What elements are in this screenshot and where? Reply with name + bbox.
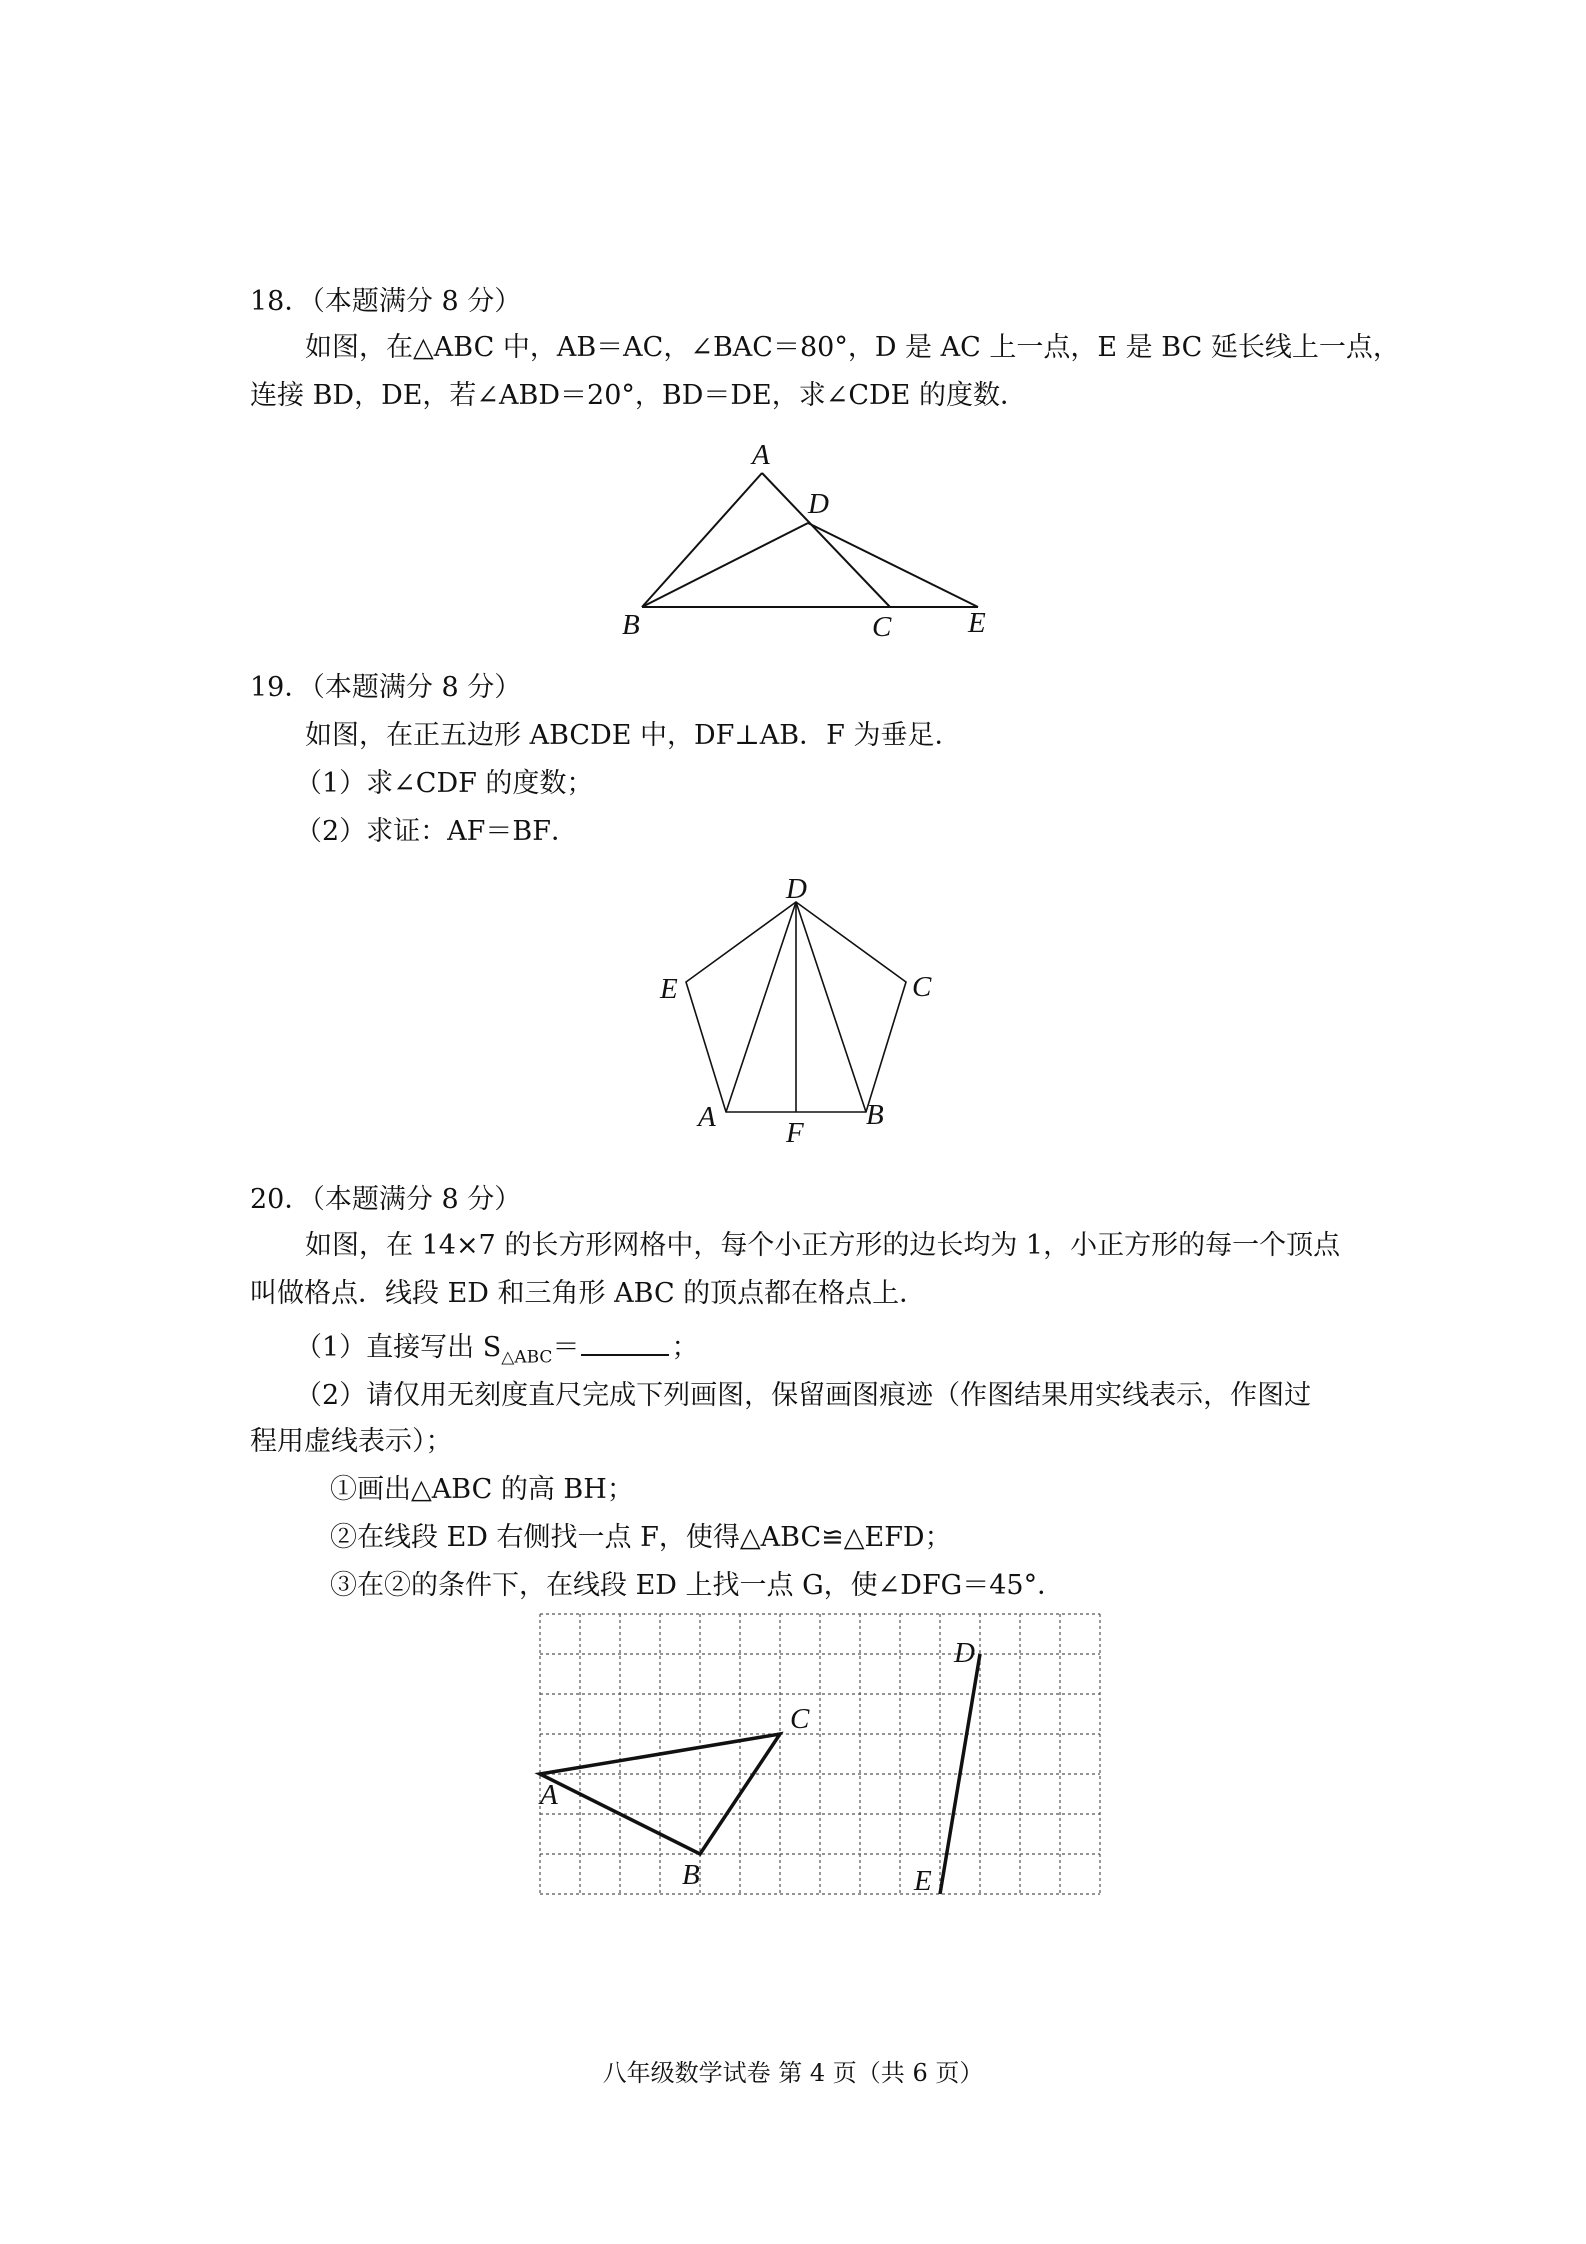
- q19-label-c: C: [912, 971, 932, 1003]
- q18-label-c: C: [872, 611, 892, 643]
- q19-label-b: B: [866, 1099, 884, 1131]
- q19-label-d: D: [786, 873, 807, 905]
- q19-label-e: E: [660, 973, 678, 1005]
- q20-part1-prefix: （1）直接写出 S: [295, 1332, 502, 1363]
- q20-subtask2: ②在线段 ED 右侧找一点 F，使得△ABC≌△EFD；: [330, 1522, 952, 1553]
- q20-text-line1: 如图，在 14×7 的长方形网格中，每个小正方形的边长均为 1，小正方形的每一个顶点: [305, 1230, 1341, 1261]
- q20-heading: 20．（本题满分 8 分）: [250, 1184, 522, 1215]
- q19-text-line1: 如图，在正五边形 ABCDE 中，DF⊥AB．F 为垂足．: [305, 720, 962, 751]
- q20-part2-line1: （2）请仅用无刻度直尺完成下列画图，保留画图痕迹（作图结果用实线表示，作图过: [295, 1380, 1312, 1411]
- q20-part1-suffix: ；: [671, 1332, 699, 1363]
- page-footer: 八年级数学试卷 第 4 页（共 6 页）: [602, 2059, 984, 2087]
- q19-part1: （1）求∠CDF 的度数；: [295, 768, 594, 799]
- q20-label-d: D: [954, 1637, 975, 1669]
- q19-label-f: F: [786, 1117, 804, 1149]
- q20-grid-lines: [540, 1614, 1100, 1894]
- q20-subtask1: ①画出△ABC 的高 BH；: [330, 1474, 634, 1505]
- q19-part2: （2）求证：AF＝BF．: [295, 816, 578, 847]
- q18-label-d: D: [808, 488, 829, 520]
- q18-label-a: A: [752, 439, 770, 471]
- q18-text-line1: 如图，在△ABC 中，AB＝AC，∠BAC＝80°，D 是 AC 上一点，E 是 BC 延长线上一点，: [305, 332, 1400, 363]
- q18-label-e: E: [968, 607, 986, 639]
- q20-label-a: A: [540, 1779, 558, 1811]
- q20-text-line2: 叫做格点．线段 ED 和三角形 ABC 的顶点都在格点上．: [250, 1278, 927, 1309]
- q20-label-c: C: [790, 1703, 810, 1735]
- q20-part2-line2: 程用虚线表示）；: [250, 1426, 453, 1457]
- q20-label-e: E: [914, 1865, 932, 1897]
- q18-label-b: B: [622, 609, 640, 641]
- q19-label-a: A: [698, 1101, 716, 1133]
- q19-heading: 19．（本题满分 8 分）: [250, 672, 522, 703]
- q20-label-b: B: [682, 1859, 700, 1891]
- q20-subtask3: ③在②的条件下，在线段 ED 上找一点 G，使∠DFG＝45°．: [330, 1570, 1065, 1601]
- q20-part1-subscript: △ABC: [501, 1347, 553, 1368]
- q20-part1-equals: ＝: [552, 1332, 580, 1363]
- q18-text-line2: 连接 BD，DE，若∠ABD＝20°，BD＝DE，求∠CDE 的度数．: [250, 380, 1027, 411]
- q18-heading: 18．（本题满分 8 分）: [250, 286, 522, 317]
